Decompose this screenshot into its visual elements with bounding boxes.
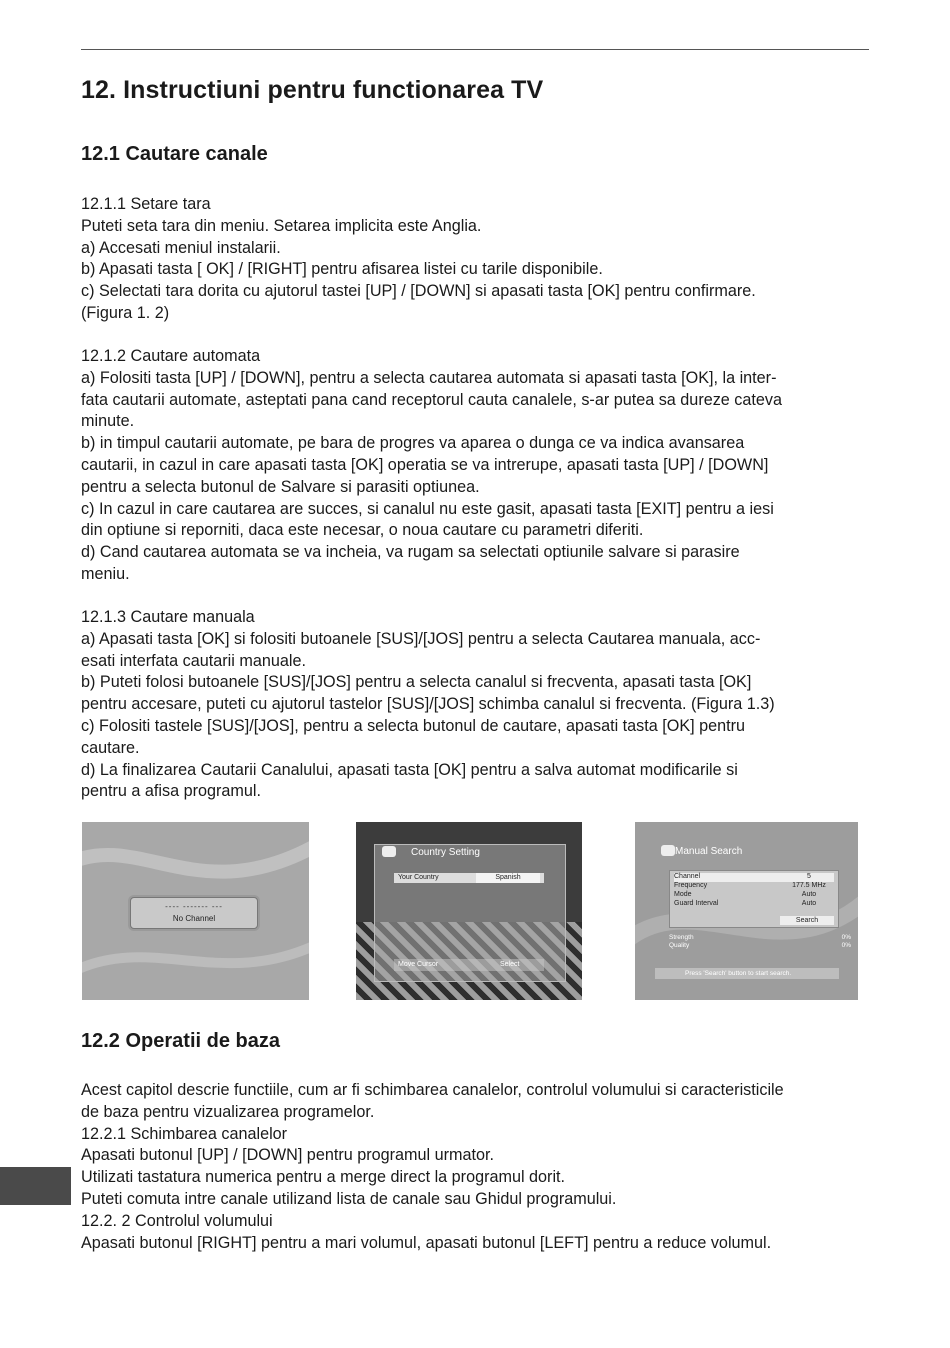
text-line: b) Apasati tasta [ OK] / [RIGHT] pentru afisarea listei cu tarile disponibile. [81,260,603,279]
text-line: Apasati butonul [UP] / [DOWN] pentru programul urmator. [81,1146,494,1165]
text-line: Puteti comuta intre canale utilizand lista de canale sau Ghidul programului. [81,1189,617,1208]
strength-meter [669,934,855,942]
search-button[interactable]: Search [780,916,834,925]
search-hint-bar: Press 'Search' button to start search. [655,968,839,979]
section-heading-12-1: 12.1 Cautare canale [81,143,268,165]
text-line: Puteti seta tara din meniu. Setarea implicita este Anglia. [81,216,482,235]
text-line: Acest capitol descrie functiile, cum ar fi schimbarea canalelor, controlul volumului si caracteristicile [81,1081,784,1099]
text-line: Utilizati tastatura numerica pentru a merge direct la programul dorit. [81,1168,566,1187]
text-line: cautarii, in cazul in care apasati tasta [OK] operatia se va intrerupe, apasati tasta [UP] / [DOWN] [81,455,769,474]
text-line: 12.1.2 Cautare automata [81,347,261,365]
text-line: 12.2. 2 Controlul volumului [81,1211,273,1230]
screenshot-manual-search [635,822,858,1000]
channel-label: Channel [674,873,701,880]
frequency-value: 177.5 MHz [792,882,826,889]
paragraph-setare-tara [81,194,876,325]
country-help-bar [394,959,544,971]
strength-value: 0% [841,934,851,941]
text-line: a) Folositi tasta [UP] / [DOWN], pentru a selecta cautarea automata si apasati tasta [OK], la inter- [81,368,777,387]
mode-value: Auto [801,891,817,898]
mode-row[interactable] [674,891,834,900]
dish-icon [382,846,396,857]
text-line: d) Cand cautarea automata se va incheia, va rugam sa selectati optiunile salvare si parasire [81,543,740,562]
frequency-label: Frequency [674,882,708,889]
progress-dots: ---- ------- --- [165,902,223,911]
strength-label: Strength [669,934,694,941]
channel-row[interactable] [674,873,834,882]
quality-meter [669,942,855,950]
text-line: d) La finalizarea Cautarii Canalului, apasati tasta [OK] pentru a salva automat modificarile si [81,760,738,779]
section-heading-12-2: 12.2 Operatii de baza [81,1030,280,1052]
text-line: de baza pentru vizualizarea programelor. [81,1102,375,1121]
page-title: 12. Instructiuni pentru functionarea TV [81,76,544,104]
country-row[interactable] [394,873,544,883]
text-line: pentru a selecta butonul de Salvare si parasiti optiunea. [81,477,480,496]
screenshot-no-channel [82,822,309,1000]
text-line: pentru a afisa programul. [81,782,261,801]
guard-interval-row[interactable] [674,900,834,909]
text-line: 12.2.1 Schimbarea canalelor [81,1124,288,1143]
move-cursor-hint: Move Cursor [398,961,439,968]
text-line: b) in timpul cautarii automate, pe bara de progres va aparea o dunga ce va indica avansarea [81,434,745,453]
frequency-row[interactable] [674,882,834,891]
select-hint: Select [500,961,520,968]
manual-search-panel [669,870,839,928]
text-line: meniu. [81,564,130,583]
text-line: (Figura 1. 2) [81,303,170,322]
text-line: Apasati butonul [RIGHT] pentru a mari volumul, apasati butonul [LEFT] pentru a reduce volumul. [81,1233,772,1252]
no-channel-dialog [130,897,258,929]
text-line: esati interfata cautarii manuale. [81,651,306,670]
text-line: c) Folositi tastele [SUS]/[JOS], pentru a selecta butonul de cautare, apasati tasta [OK] pentru [81,716,746,735]
text-line: a) Apasati tasta [OK] si folositi butoanele [SUS]/[JOS] pentru a selecta Cautarea manuala, acc- [81,629,761,648]
dish-icon [661,845,675,856]
text-line: 12.1.1 Setare tara [81,195,211,213]
guard-interval-value: Auto [801,900,817,907]
page-edge-tab [0,1167,71,1205]
text-line: b) Puteti folosi butoanele [SUS]/[JOS] pentru a selecta canalul si frecventa, apasati tasta [OK] [81,673,752,692]
text-line: fata cautarii automate, asteptati pana cand receptorul cauta canalele, s-ar putea sa dureze cateva [81,390,782,409]
text-line: cautare. [81,738,140,757]
top-rule [81,49,869,50]
text-line: a) Accesati meniul instalarii. [81,238,281,257]
no-channel-message: No Channel [172,914,216,923]
text-line: pentru accesare, puteti cu ajutorul tastelor [SUS]/[JOS] schimba canalul si frecventa. (Figura 1.3) [81,695,775,714]
text-line: c) Selectati tara dorita cu ajutorul tastei [UP] / [DOWN] si apasati tasta [OK] pentru confirmare. [81,282,756,301]
text-line: 12.1.3 Cautare manuala [81,608,255,626]
paragraph-operatii-de-baza [81,1080,876,1254]
text-line: din optiune si reporniti, daca este necesar, o noua cautare cu parametri diferiti. [81,521,644,540]
paragraph-cautare-automata [81,346,876,586]
country-row-label: Your Country [398,874,439,881]
mode-label: Mode [674,891,692,898]
manual-search-title: Manual Search [675,846,743,857]
guard-interval-label: Guard Interval [674,900,719,907]
text-line: minute. [81,412,135,431]
text-line: c) In cazul in care cautarea are succes, si canalul nu este gasit, apasati tasta [EXIT] pentru a iesi [81,499,774,518]
channel-value: 5 [807,873,811,880]
quality-label: Quality [669,942,690,949]
screenshot-country-setting [356,822,582,1000]
country-setting-title: Country Setting [411,847,480,858]
quality-value: 0% [841,942,851,949]
paragraph-cautare-manuala [81,607,876,803]
country-row-value: Spanish [476,873,540,883]
